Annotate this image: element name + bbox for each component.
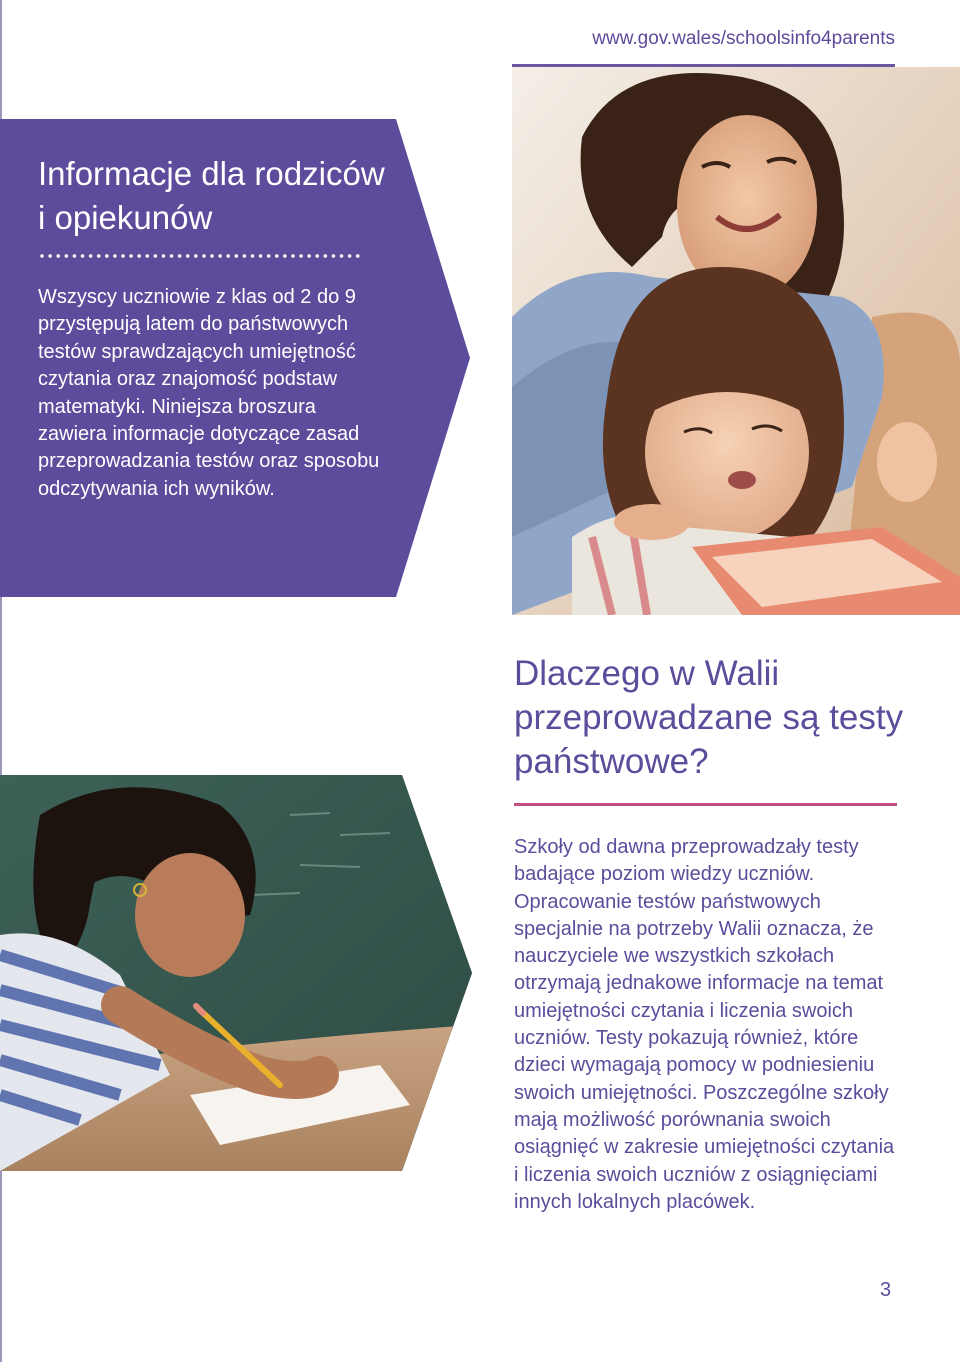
section-divider [514,803,897,806]
dotted-divider [38,252,363,260]
header-url: www.gov.wales/schoolsinfo4parents [592,28,895,49]
intro-title: Informacje dla rodziców i opiekunów [38,155,385,236]
page-number: 3 [880,1279,892,1301]
photo-girl-writing [0,775,472,1171]
intro-text: Wszyscy uczniowie z klas od 2 do 9 przystępują latem do państwowych testów sprawdzających umiejętność czytania oraz znajomość podstaw matematyki. Niniejsza broszura zawiera informacje dotyczące zasad przeprowadzania testów oraz sposobu odczytywania ich wyników. [38,286,380,500]
photo-mother-daughter-reading [512,67,960,615]
section-title: Dlaczego w Walii przeprowadzane są testy państwowe? [514,654,904,781]
section-body: Szkoły od dawna przeprowadzały testy badające poziom wiedzy uczniów. Opracowanie testów państwowych specjalnie na potrzeby Walii oznacza, że nauczyciele we wszystkich szkołach otrzymają jednakowe informacje na temat umiejętności czytania i liczenia swoich uczniów. Testy pokazują również, które dzieci wymagają pomocy w podniesieniu swoich umiejętności. Poszczególne szkoły mają możliwość porównania swoich osiągnięć w zakresie umiejętności czytania i liczenia swoich uczniów z osiągnięciami innych lokalnych placówek. [514,836,895,1213]
